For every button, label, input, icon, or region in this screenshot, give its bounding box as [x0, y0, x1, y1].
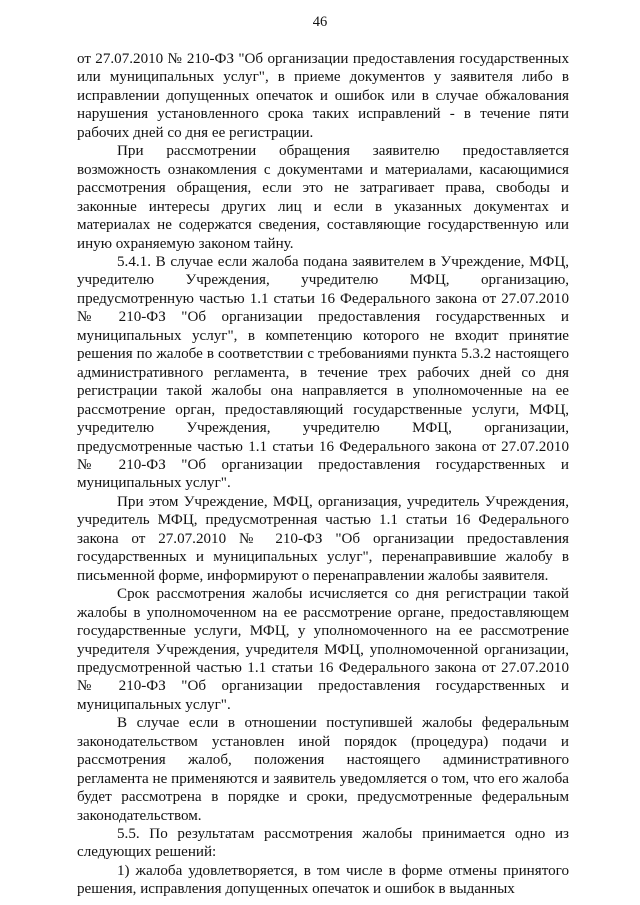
paragraph-5-5: 5.5. По результатам рассмотрения жалобы принимается одно из следующих решений:: [77, 826, 569, 861]
page-number: 46: [312, 14, 328, 30]
paragraph-redirect-notice: При этом Учреждение, МФЦ, организация, учредитель Учреждения, учредитель МФЦ, предусмотренная частью 1.1 статьи 16 Федерального закона от 27.07.2010 № 210-ФЗ "Об организации предоставления государственных и муниципальных услуг", перенаправившие жалобу в письменной форме, информируют о перенаправлении жалобы заявителя.: [77, 493, 569, 584]
document-body: [77, 50, 569, 899]
paragraph-decision-1: 1) жалоба удовлетворяется, в том числе в форме отмены принятого решения, исправления допущенных опечаток и ошибок в выданных: [77, 862, 569, 898]
paragraph-review-access: При рассмотрении обращения заявителю предоставляется возможность ознакомления с документами и материалами, касающимися рассмотрения обращения, если это не затрагивает права, свободы и законные интересы других лиц и если в указанных документах и материалах не содержатся сведения, составляющие государственную или иную охраняемую законом тайну.: [77, 143, 569, 252]
paragraph-review-term: Срок рассмотрения жалобы исчисляется со дня регистрации такой жалобы в уполномоченном на ее рассмотрение органе, предоставляющем государственные услуги, МФЦ, у уполномоченного на ее рассмотрение учредителя Учреждения, учредителя МФЦ, уполномоченной организации, предусмотренной частью 1.1 статьи 16 Федерального закона от 27.07.2010 № 210-ФЗ "Об организации предоставления государственных и муниципальных услуг".: [77, 586, 569, 713]
paragraph-federal-procedure: В случае если в отношении поступившей жалобы федеральным законодательством установлен иной порядок (процедура) подачи и рассмотрения жалоб, положения настоящего административного регламента не применяются и заявитель уведомляется о том, что его жалоба будет рассмотрена в порядке и сроки, предусмотренные федеральным законодательством.: [77, 715, 569, 824]
paragraph-continuation: от 27.07.2010 № 210-ФЗ "Об организации предоставления государственных или муниципальных услуг", в приеме документов у заявителя либо в исправлении допущенных опечаток и ошибок или в случае обжалования нарушения установленного срока таких исправлений - в течение пяти рабочих дней со дня ее регистрации.: [77, 51, 569, 141]
paragraph-5-4-1: 5.4.1. В случае если жалоба подана заявителем в Учреждение, МФЦ, учредителю Учреждения, учредителю МФЦ, организацию, предусмотренную частью 1.1 статьи 16 Федерального закона от 27.07.2010 № 210-ФЗ "Об организации предоставления государственных и муниципальных услуг", в компетенцию которого не входит принятие решения по жалобе в соответствии с требованиями пункта 5.3.2 настоящего административного регламента, в течение трех рабочих дней со дня регистрации такой жалобы она направляется в уполномоченные на ее рассмотрение орган, предоставляющий государственные услуги, МФЦ, учредителю Учреждения, учредителю МФЦ, организации, предусмотренные частью 1.1 статьи 16 Федерального закона от 27.07.2010 № 210-ФЗ "Об организации предоставления государственных и муниципальных услуг".: [77, 253, 569, 492]
